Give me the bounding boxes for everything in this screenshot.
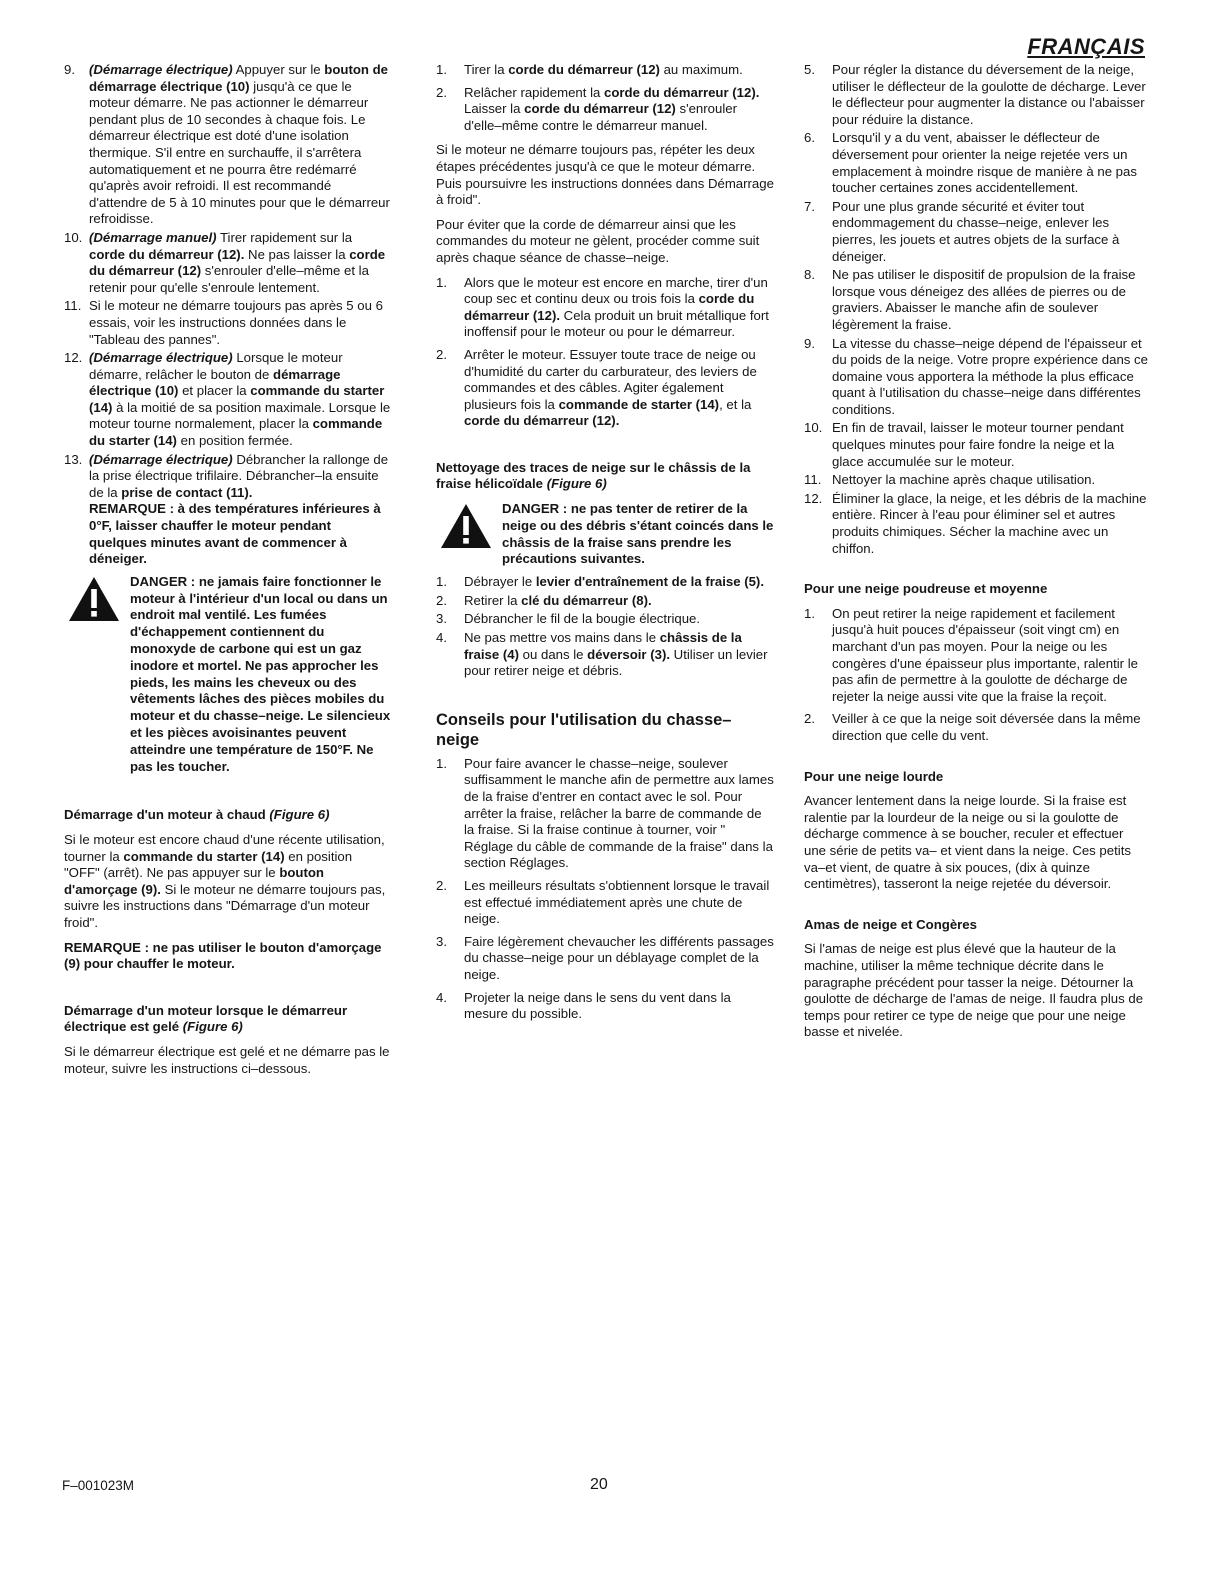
clean-step-3: 3. Débrancher le fil de la bougie électrique.	[436, 611, 701, 627]
clean-step-4: 4. Ne pas mettre vos mains dans le châssis de la fraise (4) ou dans le déversoir (3). Utiliser un levier pour retirer neige et débris.	[436, 630, 768, 679]
paragraph-prevent-freeze: Pour éviter que la corde de démarreur ainsi que les commandes du moteur ne gèlent, procéder comme suit après chaque séance de chasse–neige.	[436, 216, 760, 265]
powder-step-1: 1. On peut retirer la neige rapidement et facilement jusqu'à huit pouces d'épaisseur (soit vingt cm) en marchant d'un pas moyen. Pour la neige ou les congères d'une épaisseur plus importante, ralentir le pas afin de permettre à la goulotte de décharge de rejeter la neige aussi vite que la fraise la reçoit.	[804, 605, 1139, 704]
heading-warm-start: Démarrage d'un moteur à chaud (Figure 6)	[64, 807, 330, 823]
language-header: FRANÇAIS	[1027, 34, 1145, 59]
tip-12: 12. Éliminer la glace, la neige, et les débris de la machine entière. Rincer à l'eau pour éliminer sel et autres produits chimiques. Sécher la machine avec un chiffon.	[804, 490, 1147, 556]
tip-8: 8. Ne pas utiliser le dispositif de propulsion de la fraise lorsque vous déneigez des allées de pierres ou de graviers. Abaisser le manche afin de soulever légèrement la fraise.	[804, 267, 1136, 332]
tip-11: 11. Nettoyer la machine après chaque utilisation.	[804, 472, 1096, 488]
remark-primer: REMARQUE : ne pas utiliser le bouton d'amorçage (9) pour chauffer le moteur.	[64, 939, 382, 972]
tip-6: 6. Lorsqu'il y a du vent, abaisser le déflecteur de déversement pour orienter la neige rejetée vers un emplacement à moindre risque de manière à ne pas toucher certaines zones accidentellement.	[804, 130, 1137, 196]
tip-7: 7. Pour une plus grande sécurité et éviter tout endommagement du chasse–neige, enlever les pierres, les jouets et autres objets de la surface à déneiger.	[804, 198, 1120, 264]
warning-triangle-icon	[440, 503, 492, 549]
step-12: 12. (Démarrage électrique) Lorsque le moteur démarre, relâcher le bouton de démarrage électrique (10) et placer la commande du starter (14) à la moitié de sa position maximale. Lorsque le moteur tourne normalement, placer la commande du starter (14) en position fermée.	[64, 350, 391, 449]
step-13: 13. (Démarrage électrique) Débrancher la rallonge de la prise électrique trifilaire. Débrancher–la ensuite de la prise de contact (11). REMARQUE : à des températures inférieures à 0°F, laisser chauffer le moteur pendant quelques minutes avant de commencer à déneiger.	[64, 452, 391, 568]
danger-debris: DANGER : ne pas tenter de retirer de la neige ou des débris s'étant coincés dans le châssis de la fraise sans prendre les précautions suivantes.	[436, 501, 774, 568]
paragraph-heavy-snow: Avancer lentement dans la neige lourde. Si la fraise est ralentie par la lourdeur de la neige ou si la goulotte de décharge commence à se boucher, reculer et effectuer une série de petits va– et vient dans la neige. Ces petits va–et vient, de quatre à six pouces, (dix à quinze centimètres), tasseront la neige rejetée du déversoir.	[804, 793, 1131, 892]
paragraph-warm-start: Si le moteur est encore chaud d'une récente utilisation, tourner la commande du starter (14) en position "OFF" (arrêt). Ne pas appuyer sur le bouton d'amorçage (9). Si le moteur ne démarre toujours pas, suivre les instructions dans "Démarrage d'un moteur froid".	[64, 831, 386, 930]
tip-1: 1. Pour faire avancer le chasse–neige, soulever suffisamment le manche afin de permettre aux lames de la fraise d'entrer en contact avec le sol. Pour arrêter la fraise, relâcher la barre de commande de la fraise. Si la fraise continue à tourner, voir " Réglage du câble de commande de la fraise" dans la section Réglages.	[436, 755, 774, 871]
clean-step-1: 1. Débrayer le levier d'entraînement de la fraise (5).	[436, 574, 764, 590]
page-number: 20	[590, 1476, 608, 1493]
tip-9: 9. La vitesse du chasse–neige dépend de l'épaisseur et du poids de la neige. Votre propre expérience dans ce domaine vous apportera la méthode la plus efficace quant à l'utilisation du chasse–neige dans différentes conditions.	[804, 335, 1148, 417]
tip-4: 4. Projeter la neige dans le sens du vent dans la mesure du possible.	[436, 989, 731, 1022]
remark-low-temperature: REMARQUE : à des températures inférieures à 0°F, laisser chauffer le moteur pendant quelques minutes avant de commencer à déneiger.	[89, 501, 381, 567]
freeze-step-1: 1. Alors que le moteur est encore en marche, tirer d'un coup sec et continu deux ou trois fois la corde du démarreur (12). Cela produit un bruit métallique fort inoffensif pour le moteur ou pour le démarreur.	[436, 274, 769, 340]
paragraph-snow-drifts: Si l'amas de neige est plus élevé que la hauteur de la machine, utiliser la même technique décrite dans le paragraphe précédent pour tasser la neige. Détourner la goulotte de décharge de l'amas de neige. Il faudra plus de temps pour retirer ce type de neige que pour une neige basse et nivelée.	[804, 941, 1144, 1040]
warning-triangle-icon	[68, 576, 120, 622]
heading-snow-drifts: Amas de neige et Congères	[804, 916, 977, 932]
step-11: 11. Si le moteur ne démarre toujours pas après 5 ou 6 essais, voir les instructions données dans le "Tableau des pannes".	[64, 298, 383, 347]
freeze-step-2: 2. Arrêter le moteur. Essuyer toute trace de neige ou d'humidité du carter du carburateur, des leviers de commandes et des câbles. Agiter également plusieurs fois la commande de starter (14), et la corde du démarreur (12).	[436, 346, 757, 429]
heading-frozen-starter: Démarrage d'un moteur lorsque le démarreur électrique est gelé (Figure 6)	[64, 1002, 348, 1035]
frozen-step-1: 1. Tirer la corde du démarreur (12) au maximum.	[436, 62, 743, 77]
column-left	[64, 62, 391, 1085]
document-code: F–001023M	[62, 1478, 135, 1493]
heading-usage-tips: Conseils pour l'utilisation du chasse–neige	[436, 710, 732, 749]
danger-ventilation: DANGER : ne jamais faire fonctionner le moteur à l'intérieur d'un local ou dans un endroit mal ventilé. Les fumées d'échappement contiennent du monoxyde de carbone qui est un gaz inodore et mortel. Ne pas approcher les pieds, les mains les cheveux ou des vêtements lâches des pièces mobiles du moteur et du chasse–neige. Le silencieux et les pièces avoisinantes peuvent atteindre une température de 150°F. Ne pas les toucher.	[64, 574, 391, 776]
step-9: 9. (Démarrage électrique) Appuyer sur le bouton de démarrage électrique (10) jusqu'à ce que le moteur démarre. Ne pas actionner le démarreur pendant plus de 10 secondes à chaque fois. Le démarreur électrique est doté d'une isolation thermique. S'il entre en surchauffe, il s'arrêtera automatiquement et ne pourra être redémarré qu'après avoir refroidi. Il est recommandé d'attendre de 5 à 10 minutes pour que le démarreur refroidisse.	[64, 62, 390, 227]
column-right	[804, 62, 1148, 1049]
paragraph-repeat: Si le moteur ne démarre toujours pas, répéter les deux étapes précédentes jusqu'à ce que le moteur démarre. Puis poursuivre les instructions données dans Démarrage à froid".	[436, 142, 774, 208]
clean-step-2: 2. Retirer la clé du démarreur (8).	[436, 592, 652, 608]
tip-5: 5. Pour régler la distance du déversement de la neige, utiliser le déflecteur de la goulotte de décharge. Lever le déflecteur pour augmenter la distance ou l'abaisser pour réduire la distance.	[804, 62, 1146, 127]
frozen-step-2: 2. Relâcher rapidement la corde du démarreur (12). Laisser la corde du démarreur (12) s'enrouler d'elle–même contre le démarreur manuel.	[436, 84, 760, 133]
tip-3: 3. Faire légèrement chevaucher les différents passages du chasse–neige pour un déblayage complet de la neige.	[436, 933, 774, 982]
powder-step-2: 2. Veiller à ce que la neige soit déversée dans la même direction que celle du vent.	[804, 711, 1141, 743]
column-middle	[436, 62, 774, 1025]
paragraph-frozen-starter: Si le démarreur électrique est gelé et ne démarre pas le moteur, suivre les instructions ci–dessous.	[64, 1043, 390, 1076]
heading-powder-snow: Pour une neige poudreuse et moyenne	[804, 581, 1048, 597]
step-10: 10. (Démarrage manuel) Tirer rapidement sur la corde du démarreur (12). Ne pas laisser la corde du démarreur (12) s'enrouler d'elle–même et la retenir pour qu'elle s'enroule lentement.	[64, 229, 386, 295]
tip-2: 2. Les meilleurs résultats s'obtiennent lorsque le travail est effectué immédiatement après une chute de neige.	[436, 877, 770, 927]
tip-10: 10. En fin de travail, laisser le moteur tourner pendant quelques minutes pour faire fondre la neige et la glace accumulée sur le moteur.	[804, 420, 1124, 469]
heading-clean-chassis: Nettoyage des traces de neige sur le châssis de la fraise hélicoïdale (Figure 6)	[436, 459, 751, 492]
heading-heavy-snow: Pour une neige lourde	[804, 768, 944, 784]
